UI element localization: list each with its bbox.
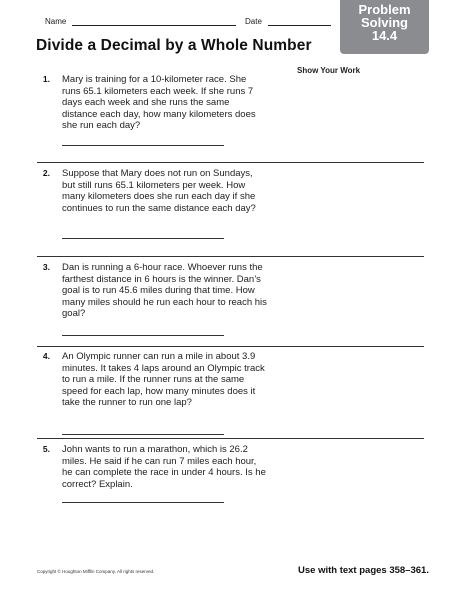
- problem-divider: [37, 438, 424, 439]
- answer-line-4: [62, 434, 224, 435]
- problem-number: 4.: [42, 351, 50, 361]
- problem-divider: [37, 256, 424, 257]
- answer-line-2: [62, 238, 224, 239]
- problem-text: Mary is training for a 10-kilometer race. She runs 65.1 kilometers each week. If she runs 7 days each week and she runs the same distance each day, how many kilometers does she run each day?: [62, 74, 256, 132]
- answer-line-3: [62, 335, 224, 336]
- name-label: Name: [45, 17, 67, 26]
- name-field-line: [72, 25, 236, 26]
- problem-text: Suppose that Mary does not run on Sundays, but still runs 65.1 kilometers per week. How many kilometers does she run each day if she continues to run the same distance each day?: [62, 168, 256, 214]
- answer-line-1: [62, 145, 224, 146]
- text-pages-reference: Use with text pages 358–361.: [298, 565, 429, 576]
- badge-line-2: Solving: [361, 15, 408, 30]
- problem-divider: [37, 346, 424, 347]
- date-field-line: [268, 25, 331, 26]
- problem-solving-badge: [340, 0, 429, 54]
- badge-line-3: 14.4: [371, 28, 398, 43]
- copyright-notice: Copyright © Houghton Mifflin Company. All rights reserved.: [37, 569, 155, 574]
- problem-text: An Olympic runner can run a mile in about 3.9 minutes. It takes 4 laps around an Olympic track to run a mile. If the runner runs at the same speed for each lap, how many minutes does it take the runner to run one lap?: [62, 351, 265, 409]
- show-your-work-label: Show Your Work: [297, 66, 361, 75]
- problem-divider: [37, 162, 424, 163]
- problem-number: 3.: [42, 262, 50, 272]
- problem-number: 1.: [42, 74, 50, 84]
- date-label: Date: [245, 17, 262, 26]
- problem-number: 2.: [42, 168, 50, 178]
- answer-line-5: [62, 502, 224, 503]
- problem-text: Dan is running a 6-hour race. Whoever runs the farthest distance in 6 hours is the winner. Dan’s goal is to run 45.6 miles during that time. How many miles should he run each hour to reach his goal?: [62, 262, 267, 320]
- badge-line-1: Problem: [358, 2, 411, 17]
- page-title: Divide a Decimal by a Whole Number: [36, 37, 312, 54]
- problem-number: 5.: [42, 444, 50, 454]
- problem-text: John wants to run a marathon, which is 26.2 miles. He said if he can run 7 miles each hour, he can complete the race in under 4 hours. Is he correct? Explain.: [62, 444, 266, 490]
